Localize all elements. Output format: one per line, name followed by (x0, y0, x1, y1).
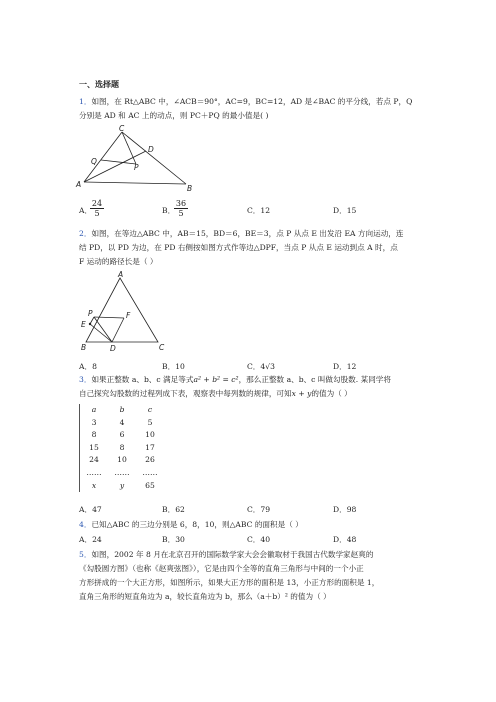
q3-table (79, 404, 164, 492)
table-cell: 6 (119, 430, 125, 440)
q2-point-e (89, 323, 91, 325)
q2-text1: 如图，在等边△ABC 中，AB＝15，BD＝6，BE＝3，点 P 从点 E 出发沿 EA 方向运动，连 (91, 229, 404, 238)
table-cell: 5 (147, 417, 153, 427)
q3-text2b: 的值为（ ） (311, 389, 352, 398)
q3-line2 (79, 389, 352, 399)
table-cell: …… (86, 467, 102, 477)
q3-text2a: 自己探究勾股数的过程列成下表，观察表中每列数的规律，可知 (79, 389, 292, 398)
q1-option-a-num: 24 (91, 199, 103, 208)
table-cell: 10 (145, 430, 155, 440)
table-row (80, 417, 164, 430)
q1-label-c: C (119, 124, 125, 133)
q3-option-c (247, 505, 270, 515)
q3-option-a (79, 505, 102, 515)
q3-option-b (162, 505, 185, 515)
q4-option-d-text: 48 (346, 535, 357, 544)
q2-label-f: F (126, 311, 131, 320)
q2-option-b-text: 10 (175, 362, 185, 371)
table-row (80, 467, 164, 480)
q1-figure (74, 124, 204, 194)
q3-option-a-label: A． (79, 505, 93, 514)
table-cell: 3 (91, 417, 97, 427)
q2-line2: 结 PD，以 PD 为边，在 PD 右侧按如图方式作等边△DPF，当点 P 从点 E 运动到点 A 时，点 (79, 243, 398, 252)
table-cell: 10 (117, 455, 127, 465)
q4-option-a-text: 24 (92, 535, 102, 544)
q4-option-b-label: B． (162, 535, 176, 544)
q3-formula: a² + b² = c² (193, 375, 239, 384)
q1-label-a: A (76, 180, 82, 189)
q1-label-q: Q (91, 157, 97, 166)
q2-option-c-text: 4√3 (260, 362, 275, 371)
q2-option-d-text: 12 (346, 362, 357, 371)
q2-option-a (79, 362, 97, 372)
table-cell: 4 (119, 417, 125, 427)
table-cell: 8 (91, 430, 97, 440)
q2-option-b-label: B． (162, 362, 176, 371)
q3-option-a-text: 47 (92, 505, 102, 514)
q1-option-a-den: 5 (94, 209, 100, 218)
q4-option-c-label: C． (247, 535, 261, 544)
q2-label-e: E (81, 320, 86, 329)
q3-text1b: ，那么正整数 a、b、c 叫做勾股数. 某同学将 (238, 375, 391, 384)
table-cell: 15 (89, 442, 99, 452)
q4-option-a-label: A． (79, 535, 93, 544)
q2-number: 2． (79, 229, 92, 238)
q1-option-c (247, 206, 270, 216)
q2-option-d (333, 362, 356, 372)
table-cell: …… (114, 467, 130, 477)
table-row (80, 454, 164, 467)
q4-option-b-text: 30 (175, 535, 185, 544)
q1-number: 1． (79, 97, 92, 106)
q1-option-b-den: 5 (178, 209, 184, 218)
q2-label-b: B (81, 343, 87, 352)
q3-text1a: 如果正整数 a、b、c 满足等式 (91, 375, 194, 384)
q1-option-b-num: 36 (175, 199, 187, 208)
q1-option-c-label: C． (247, 206, 261, 215)
q1-option-b-label: B． (162, 206, 176, 215)
section-title: 一、选择题 (79, 80, 119, 89)
q3-option-d (333, 505, 356, 515)
table-cell: x (91, 480, 97, 490)
q1-option-a-fraction (90, 199, 104, 218)
q2-figure (76, 270, 176, 356)
q1-option-c-text: 12 (260, 206, 271, 215)
q1-line2: 分别是 AD 和 AC 上的动点，则 PC＋PQ 的最小值是( ) (79, 111, 269, 120)
q3-option-b-label: B． (162, 505, 176, 514)
q2-label-p: P (88, 309, 93, 318)
q3-option-d-label: D． (333, 505, 347, 514)
q2-option-c (247, 362, 275, 372)
table-cell: …… (142, 467, 158, 477)
q5-line3: 方形拼成的一个大正方形，如图所示，如果大正方形的面积是 13，小正方形的面积是 1， (79, 578, 380, 587)
q2-label-c: C (159, 343, 165, 352)
q2-label-d: D (110, 344, 116, 353)
q2-line-fd (112, 318, 124, 342)
q5-line1 (79, 550, 373, 560)
q1-option-d (333, 206, 356, 216)
q3-option-c-text: 79 (260, 505, 271, 514)
q2-option-d-label: D． (333, 362, 347, 371)
q1-option-b-fraction (174, 199, 188, 218)
q1-text1: 如图，在 Rt△ABC 中，∠ACB＝90°，AC=9，BC=12，AD 是∠BAC 的平分线，若点 P，Q (91, 97, 413, 106)
table-cell: 26 (145, 455, 155, 465)
q1-option-a-label: A． (79, 206, 93, 215)
q3-header-a: a (91, 405, 97, 414)
q4-option-d (333, 535, 356, 545)
q1-line-ac (84, 132, 122, 182)
q1-line-qp (101, 160, 136, 164)
table-row (80, 442, 164, 455)
q4-option-d-label: D． (333, 535, 347, 544)
q2-option-b (162, 362, 185, 372)
q2-line-ep (90, 317, 94, 324)
q1-label-b: B (187, 184, 193, 193)
table-cell: 65 (145, 480, 155, 490)
q4-line1 (79, 520, 303, 530)
q4-number: 4． (79, 520, 92, 529)
q1-option-d-text: 15 (346, 206, 357, 215)
q2-option-a-text: 8 (92, 362, 97, 371)
q5-line4: 直角三角形的短直角边为 a，较长直角边为 b，那么（a＋b）² 的值为（ ） (79, 592, 331, 601)
q3-option-d-text: 98 (346, 505, 357, 514)
table-cell: y (119, 480, 125, 490)
q3-option-b-text: 62 (175, 505, 185, 514)
q3-option-c-label: C． (247, 505, 261, 514)
table-cell: 8 (119, 442, 125, 452)
table-row (80, 429, 164, 442)
q4-option-b (162, 535, 185, 545)
q3-header-b: b (119, 405, 125, 414)
q3-header-c: c (147, 405, 153, 414)
q3-formula2: x + y (291, 389, 312, 398)
table-row (80, 480, 164, 493)
q2-option-c-label: C． (247, 362, 261, 371)
q3-table-header (80, 404, 164, 417)
table-cell: 24 (89, 455, 99, 465)
q4-text1: 已知△ABC 的三边分别是 6，8，10，则△ABC 的面积是（ ） (91, 520, 303, 529)
q5-number: 5． (79, 550, 92, 559)
q2-option-a-label: A． (79, 362, 93, 371)
q2-label-a: A (118, 270, 124, 279)
q2-line1 (79, 229, 404, 239)
q1-option-d-label: D． (333, 206, 347, 215)
q4-option-c (247, 535, 270, 545)
q4-option-a (79, 535, 102, 545)
q3-line1 (79, 375, 391, 385)
q3-number: 3． (79, 375, 92, 384)
q1-label-d: D (148, 145, 154, 154)
q1-label-p: P (134, 163, 139, 172)
q2-triangle-abc (86, 278, 158, 342)
q1-line-ab (84, 182, 186, 184)
q2-line3: F 运动的路径长是（ ） (79, 257, 158, 266)
q4-option-c-text: 40 (260, 535, 271, 544)
q1-line1 (79, 97, 412, 107)
q5-line2: 《勾股圆方图》（也称《赵爽弦图》），它是由四个全等的直角三角形与中间的一个小正 (79, 564, 364, 573)
table-cell: 17 (145, 442, 155, 452)
q5-text1: 如图，2002 年 8 月在北京召开的国际数学家大会会徽取材于我国古代数学家赵爽的 (91, 550, 374, 559)
